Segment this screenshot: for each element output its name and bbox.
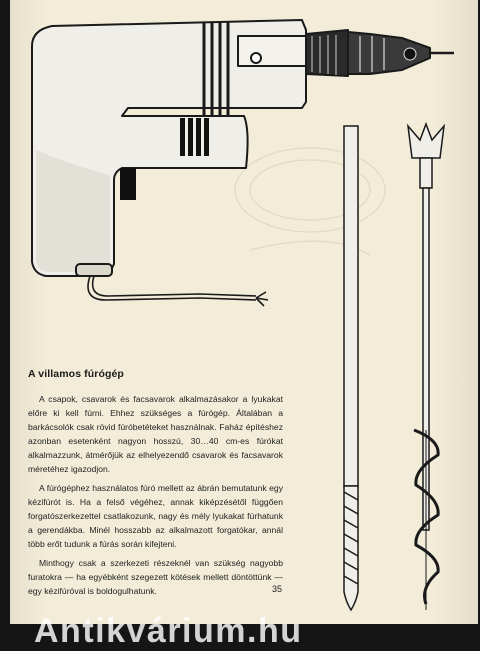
long-drill-bit <box>344 126 358 610</box>
section-heading: A villamos fúrógép <box>28 368 124 380</box>
watermark: Antikvárium.hu <box>34 612 303 650</box>
body-text <box>28 392 283 603</box>
hand-auger <box>408 124 444 610</box>
paragraph: A csapok, csavarok és facsavarok alkalmazásakor a lyukakat előre ki kell fúrni. Ehhez szükséges a fúrógép. Általában a barkácsolók csak rövid fúróbetéteket használnak. Faház építéshez azonban esetenként nagyon hosszú, 30…40 cm-es fúrókat alkalmazzunk, átmérőjük az elhelyezendő csavarok és facsavarok méretéhez igazodjon. <box>28 394 283 474</box>
show-through-figure <box>235 148 385 255</box>
paragraph: A fúrógéphez használatos fúró mellett az ábrán bemutatunk egy kézifúrót is. Ha a felső végéhez, annak kiképzésétől függően forgatószerkezettel csatlakozunk, nagy és mély lyukakat fúrhatunk a gerendákba. Minél hosszabb az alkalmazott forgatókar, annál több erőt tudunk a fúrás során kifejteni. <box>28 483 283 549</box>
power-cable <box>88 276 268 306</box>
page-number: 35 <box>272 584 283 594</box>
drill-collar <box>238 36 306 66</box>
trigger <box>120 168 136 200</box>
paragraph: Minthogy csak a szerkezeti részeknél van szükség nagyobb furatokra — ha egyébként szegezett kötések mellett döntöttünk — egy kézifúróval is boldogulhatunk. <box>28 558 283 596</box>
book-page <box>10 0 478 624</box>
electric-drill <box>32 20 454 276</box>
